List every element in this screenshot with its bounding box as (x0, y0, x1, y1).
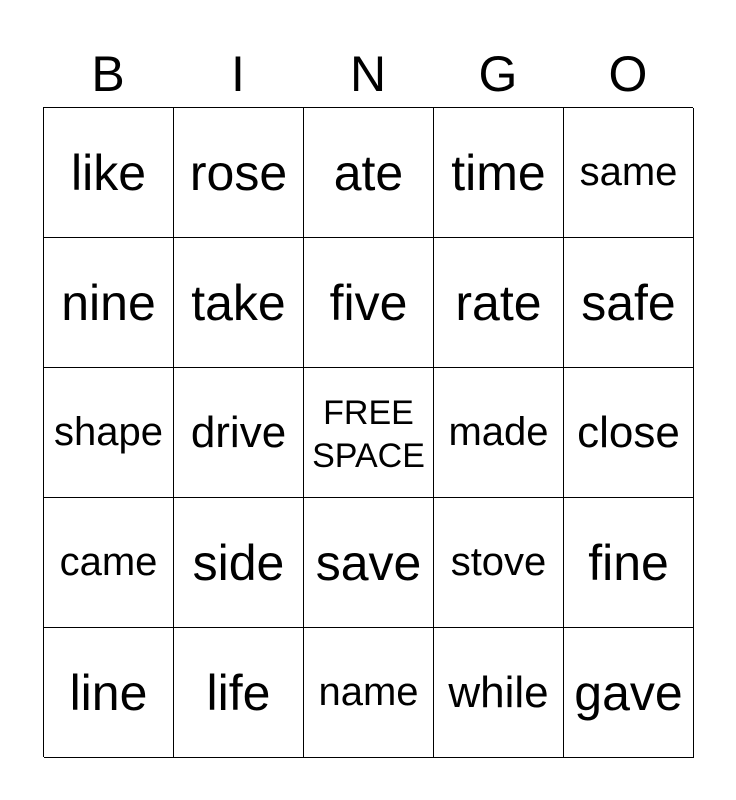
header-letter-o: O (608, 46, 648, 102)
header-letter-i: I (231, 46, 245, 102)
header-letter-n: N (349, 46, 387, 102)
bingo-cell[interactable]: five (304, 238, 434, 368)
header-letter-b: B (91, 46, 125, 102)
bingo-cell[interactable]: came (44, 498, 174, 628)
bingo-cell[interactable]: gave (564, 628, 694, 758)
bingo-cell[interactable]: nine (44, 238, 174, 368)
bingo-header (43, 42, 693, 106)
free-space-cell[interactable]: FREE SPACE (304, 368, 434, 498)
bingo-cell[interactable]: rose (174, 108, 304, 238)
bingo-cell[interactable]: fine (564, 498, 694, 628)
bingo-cell[interactable]: same (564, 108, 694, 238)
bingo-cell[interactable]: made (434, 368, 564, 498)
bingo-cell[interactable]: while (434, 628, 564, 758)
bingo-cell[interactable]: rate (434, 238, 564, 368)
header-letter-g: G (478, 46, 518, 102)
bingo-cell[interactable]: name (304, 628, 434, 758)
bingo-cell[interactable]: like (44, 108, 174, 238)
bingo-cell[interactable]: side (174, 498, 304, 628)
bingo-cell[interactable]: stove (434, 498, 564, 628)
bingo-cell[interactable]: shape (44, 368, 174, 498)
bingo-board (43, 107, 693, 757)
bingo-cell[interactable]: drive (174, 368, 304, 498)
bingo-cell[interactable]: life (174, 628, 304, 758)
bingo-cell[interactable]: line (44, 628, 174, 758)
bingo-cell[interactable]: time (434, 108, 564, 238)
bingo-cell[interactable]: safe (564, 238, 694, 368)
bingo-cell[interactable]: ate (304, 108, 434, 238)
bingo-cell[interactable]: take (174, 238, 304, 368)
bingo-cell[interactable]: save (304, 498, 434, 628)
bingo-cell[interactable]: close (564, 368, 694, 498)
